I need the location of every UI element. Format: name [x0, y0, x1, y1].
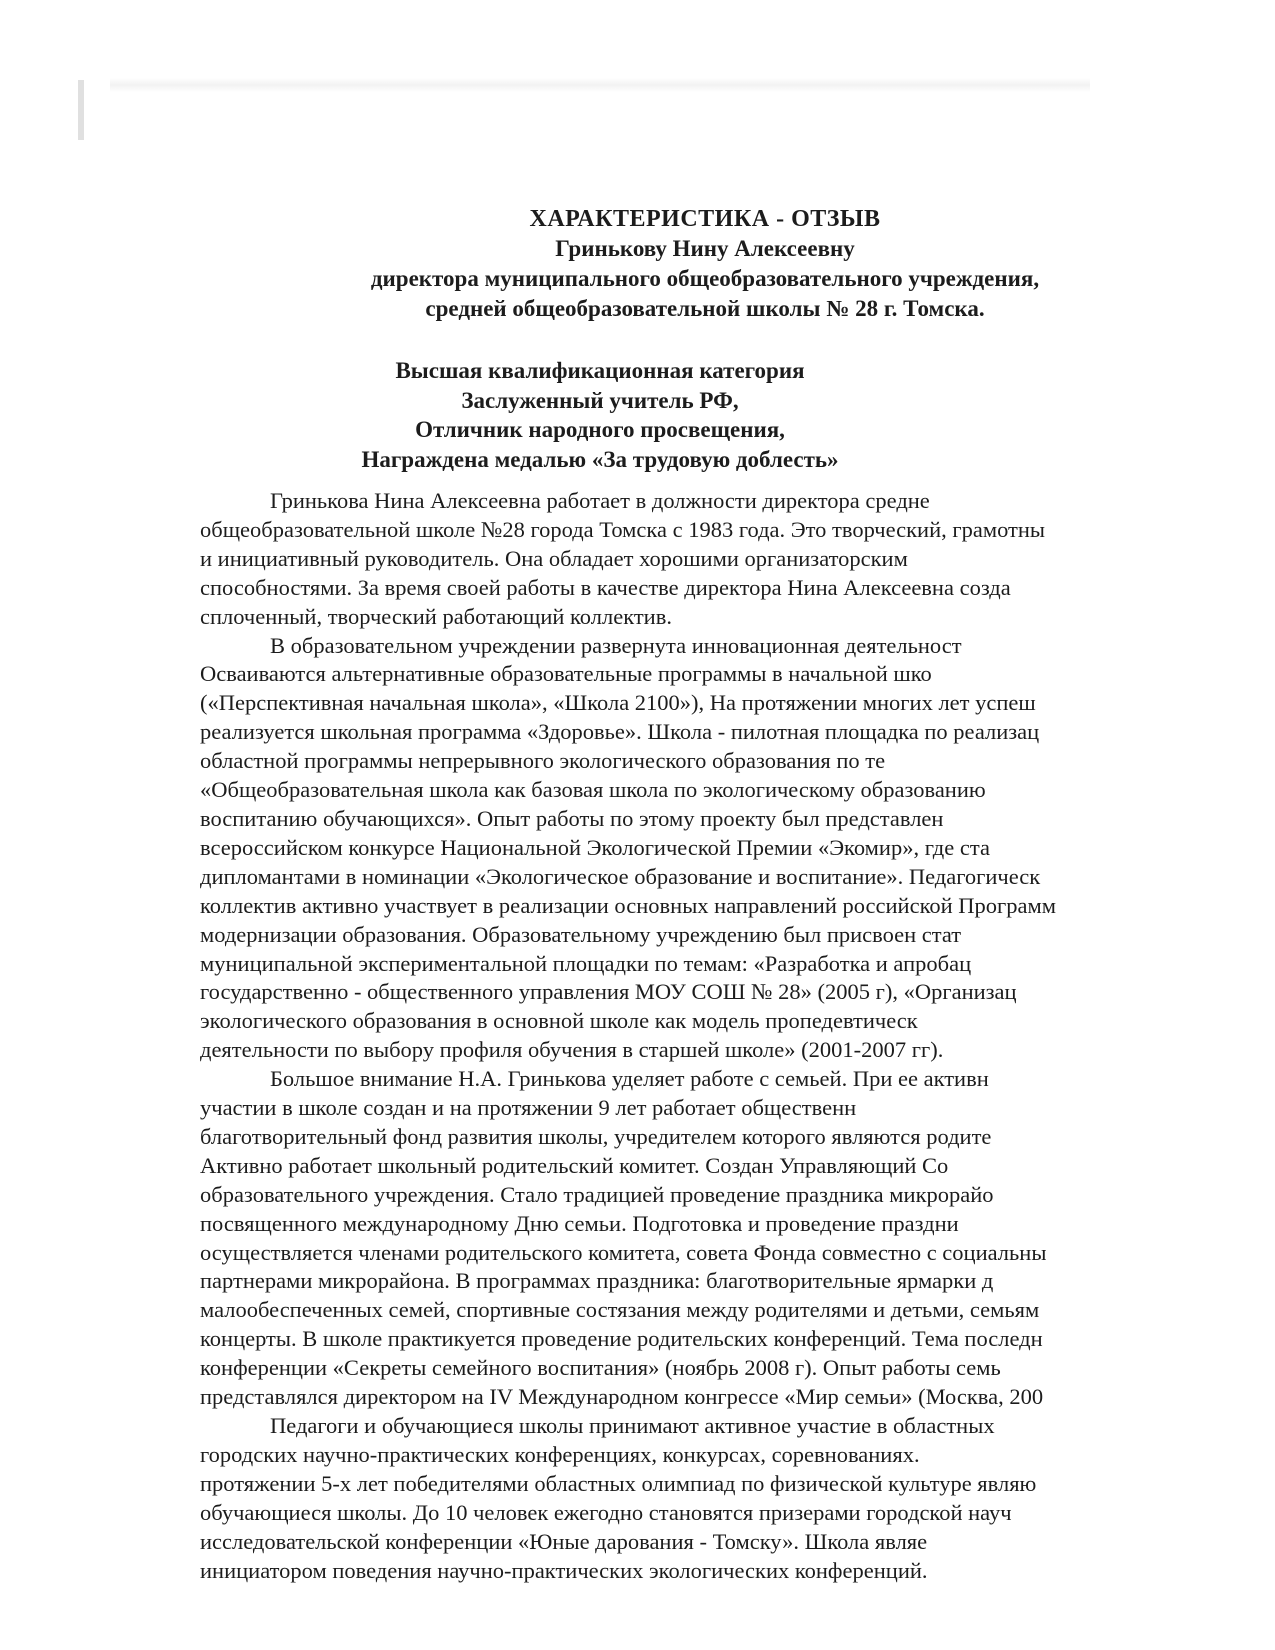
body-line: Гринькова Нина Алексеевна работает в должности директора средне: [270, 488, 930, 513]
body-line: партнерами микрорайона. В программах праздника: благотворительные ярмарки д: [200, 1268, 994, 1294]
honor-item: Отличник народного просвещения,: [415, 417, 785, 442]
position-line-1: директора муниципального общеобразовательного учреждения,: [370, 266, 1040, 291]
body-line: «Общеобразовательная школа как базовая школа по экологическому образованию: [200, 777, 986, 803]
body-line: модернизации образования. Образовательному учреждению был присвоен стат: [200, 921, 962, 947]
body-line: Педагоги и обучающиеся школы принимают активное участие в областных: [270, 1413, 995, 1438]
body-line: конференции «Секреты семейного воспитания» (ноябрь 2008 г). Опыт работы семь: [200, 1355, 1001, 1381]
body-text: [200, 487, 1275, 1585]
body-line: посвященного международному Дню семьи. Подготовка и проведение праздни: [200, 1210, 959, 1236]
position-line-2: средней общеобразовательной школы № 28 г. Томска.: [425, 296, 985, 321]
body-line: инициатором поведения научно-практических экологических конференций.: [200, 1557, 928, 1583]
body-line: деятельности по выбору профиля обучения в старшей школе» (2001-2007 гг).: [200, 1037, 944, 1063]
body-line: («Перспективная начальная школа», «Школа 2100»), На протяжении многих лет успеш: [200, 690, 1036, 716]
scan-artifact-top: [110, 78, 1090, 92]
honor-item: Награждена медалью «За трудовую доблесть»: [361, 446, 839, 472]
body-line: осуществляется членами родительского комитета, совета Фонда совместно с социальны: [200, 1239, 1047, 1265]
body-line: способностями. За время своей работы в качестве директора Нина Алексеевна созда: [200, 574, 1011, 600]
body-line: В образовательном учреждении развернута инновационная деятельност: [270, 632, 962, 658]
subject-name: Гринькову Нину Алексеевну: [555, 236, 855, 261]
body-line: малообеспеченных семей, спортивные состязания между родителями и детьми, семьям: [200, 1297, 1040, 1323]
body-line: концерты. В школе практикуется проведение родительских конференций. Тема последн: [200, 1326, 1043, 1352]
body-line: государственно - общественного управления МОУ СОШ № 28» (2005 г), «Организац: [200, 979, 1017, 1005]
body-line: сплоченный, творческий работающий коллектив.: [200, 603, 672, 629]
body-line: экологического образования в основной школе как модель пропедевтическ: [200, 1008, 918, 1034]
body-line: коллектив активно участвует в реализации основных направлений российской Программ: [200, 892, 1056, 918]
body-line: всероссийском конкурсе Национальной Экологической Премии «Экомир», где ста: [200, 834, 990, 860]
document-title: ХАРАКТЕРИСТИКА - ОТЗЫВ: [529, 206, 881, 232]
body-line: Активно работает школьный родительский комитет. Создан Управляющий Со: [200, 1152, 949, 1178]
body-line: воспитанию обучающихся». Опыт работы по этому проекту был представлен: [200, 805, 944, 831]
body-line: и инициативный руководитель. Она обладает хорошими организаторским: [200, 545, 908, 571]
body-line: участии в школе создан и на протяжении 9 лет работает общественн: [200, 1095, 857, 1121]
body-line: образовательного учреждения. Стало традицией проведение праздника микрорайо: [200, 1181, 994, 1207]
body-line: дипломантами в номинации «Экологическое образование и воспитание». Педагогическ: [200, 863, 1041, 889]
body-line: протяжении 5-х лет победителями областных олимпиад по физической культуре являю: [200, 1470, 1037, 1496]
body-line: реализуется школьная программа «Здоровье». Школа - пилотная площадка по реализац: [200, 719, 1040, 745]
body-line: обучающиеся школы. До 10 человек ежегодно становятся призерами городской науч: [200, 1499, 1012, 1525]
body-line: муниципальной экспериментальной площадки по темам: «Разработка и апробац: [200, 950, 972, 976]
body-line: благотворительный фонд развития школы, учредителем которого являются родите: [200, 1123, 992, 1149]
body-line: городских научно-практических конференциях, конкурсах, соревнованиях.: [200, 1441, 920, 1467]
body-line: общеобразовательной школе №28 города Томска с 1983 года. Это творческий, грамотны: [200, 516, 1046, 542]
document-heading: [200, 204, 1210, 324]
honor-item: Заслуженный учитель РФ,: [461, 387, 739, 413]
body-line: областной программы непрерывного экологического образования по те: [200, 748, 886, 774]
honor-item: Высшая квалификационная категория: [395, 358, 805, 383]
honors-list: [200, 356, 1275, 474]
body-line: Большое внимание Н.А. Гринькова уделяет работе с семьей. При ее активн: [270, 1066, 989, 1092]
body-line: исследовательской конференции «Юные дарования - Томску». Школа являе: [200, 1528, 928, 1554]
body-line: Осваиваются альтернативные образовательные программы в начальной шко: [200, 661, 932, 687]
scan-artifact-left: [78, 80, 84, 140]
body-line: представлялся директором на IV Международном конгрессе «Мир семьи» (Москва, 200: [200, 1384, 1044, 1410]
